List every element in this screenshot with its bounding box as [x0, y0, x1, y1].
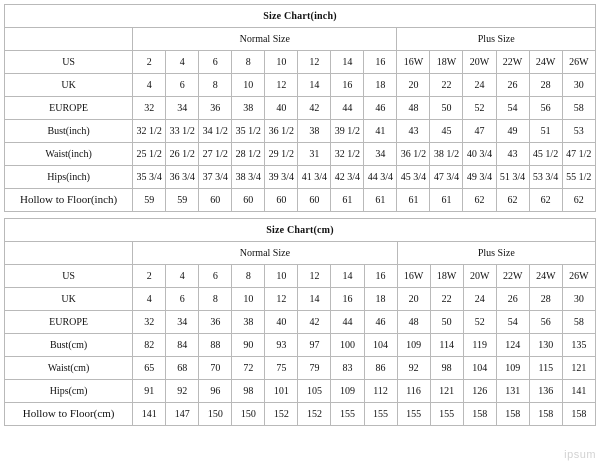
cell: 51 [529, 120, 562, 143]
cell: 55 1/2 [562, 166, 595, 189]
cell: 47 [463, 120, 496, 143]
cell: 4 [166, 265, 199, 288]
cell: 155 [430, 403, 463, 426]
cell: 20 [397, 288, 430, 311]
cell: 56 [529, 97, 562, 120]
cell: 34 [166, 311, 199, 334]
cell: 12 [298, 265, 331, 288]
cell: 32 1/2 [133, 120, 166, 143]
cell: 158 [496, 403, 529, 426]
cell: 58 [562, 97, 595, 120]
cell: 36 3/4 [166, 166, 199, 189]
cell: 158 [463, 403, 496, 426]
cell: 116 [397, 380, 430, 403]
cell: 109 [496, 357, 529, 380]
cell: 10 [265, 51, 298, 74]
cell: 44 [331, 97, 364, 120]
table-row [5, 265, 596, 288]
cell: 130 [529, 334, 562, 357]
cell: 27 1/2 [199, 143, 232, 166]
group-header-normal-size: Normal Size [133, 242, 397, 265]
cell: 100 [331, 334, 364, 357]
cell: 33 1/2 [166, 120, 199, 143]
cell: 105 [298, 380, 331, 403]
page-title-cm: Size Chart(cm) [5, 219, 596, 242]
cell: 4 [133, 74, 166, 97]
row-label-uk: UK [5, 74, 133, 97]
cell: 25 1/2 [133, 143, 166, 166]
cell: 35 3/4 [133, 166, 166, 189]
table-row [5, 74, 596, 97]
cell: 31 [298, 143, 331, 166]
cell: 12 [298, 51, 331, 74]
cell: 109 [331, 380, 364, 403]
cell: 155 [364, 403, 397, 426]
cell: 98 [232, 380, 265, 403]
cell: 72 [232, 357, 265, 380]
cell: 16W [397, 265, 430, 288]
cell: 61 [331, 189, 364, 212]
cell: 6 [199, 51, 232, 74]
cell: 26W [562, 51, 595, 74]
cell: 150 [199, 403, 232, 426]
cell: 2 [133, 265, 166, 288]
cell: 30 [562, 288, 595, 311]
cell: 60 [199, 189, 232, 212]
cell: 54 [496, 97, 529, 120]
size-chart-cm-table [4, 218, 596, 426]
cell: 135 [562, 334, 595, 357]
size-chart-inch-block [4, 4, 596, 212]
row-label-hips: Hips(inch) [5, 166, 133, 189]
cell: 8 [199, 288, 232, 311]
cell: 59 [133, 189, 166, 212]
row-label-us: US [5, 51, 133, 74]
cell: 152 [298, 403, 331, 426]
cell: 30 [562, 74, 595, 97]
table-row [5, 189, 596, 212]
table-row [5, 166, 596, 189]
cell: 104 [364, 334, 397, 357]
cell: 24 [463, 288, 496, 311]
table-row [5, 357, 596, 380]
cell: 22W [496, 265, 529, 288]
cell: 109 [397, 334, 430, 357]
cell: 14 [298, 74, 331, 97]
cell: 61 [397, 189, 430, 212]
cell: 61 [430, 189, 463, 212]
cell: 45 [430, 120, 463, 143]
cell: 114 [430, 334, 463, 357]
cell: 37 3/4 [199, 166, 232, 189]
table-title-row [5, 5, 596, 28]
cell: 40 3/4 [463, 143, 496, 166]
cell: 40 [265, 97, 298, 120]
cell: 45 3/4 [397, 166, 430, 189]
table-row [5, 120, 596, 143]
cell: 6 [199, 265, 232, 288]
cell: 119 [463, 334, 496, 357]
cell: 59 [166, 189, 199, 212]
table-title-row [5, 219, 596, 242]
cell: 16 [364, 265, 397, 288]
cell: 26 1/2 [166, 143, 199, 166]
row-label-uk: UK [5, 288, 133, 311]
cell: 34 [364, 143, 397, 166]
cell: 20W [463, 51, 496, 74]
size-chart-cm-block [4, 218, 596, 426]
cell: 44 3/4 [364, 166, 397, 189]
cell: 29 1/2 [265, 143, 298, 166]
cell: 150 [232, 403, 265, 426]
cell: 50 [430, 97, 463, 120]
group-header-plus-size: Plus Size [397, 242, 595, 265]
cell: 38 1/2 [430, 143, 463, 166]
cell: 47 3/4 [430, 166, 463, 189]
cell: 58 [562, 311, 595, 334]
cell: 42 3/4 [331, 166, 364, 189]
cell: 8 [232, 265, 265, 288]
cell: 49 3/4 [463, 166, 496, 189]
cell: 10 [232, 288, 265, 311]
cell: 88 [199, 334, 232, 357]
cell: 49 [496, 120, 529, 143]
cell: 141 [562, 380, 595, 403]
cell: 60 [265, 189, 298, 212]
cell: 98 [430, 357, 463, 380]
page-title: Size Chart(inch) [5, 5, 596, 28]
cell: 10 [265, 265, 298, 288]
cell: 62 [529, 189, 562, 212]
cell: 79 [298, 357, 331, 380]
cell: 18W [430, 265, 463, 288]
cell: 36 1/2 [397, 143, 430, 166]
cell: 12 [265, 288, 298, 311]
cell: 36 [199, 97, 232, 120]
cell: 62 [562, 189, 595, 212]
row-label-bust: Bust(cm) [5, 334, 133, 357]
table-row [5, 334, 596, 357]
cell: 158 [562, 403, 595, 426]
table-row [5, 403, 596, 426]
cell: 10 [232, 74, 265, 97]
cell: 46 [364, 97, 397, 120]
cell: 42 [298, 311, 331, 334]
cell: 22W [496, 51, 529, 74]
cell: 93 [265, 334, 298, 357]
cell: 83 [331, 357, 364, 380]
cell: 42 [298, 97, 331, 120]
cell: 20W [463, 265, 496, 288]
cell: 65 [133, 357, 166, 380]
cell: 52 [463, 97, 496, 120]
cell: 24W [529, 51, 562, 74]
cell: 124 [496, 334, 529, 357]
cell: 36 1/2 [265, 120, 298, 143]
cell: 86 [364, 357, 397, 380]
cell: 34 [166, 97, 199, 120]
group-header-blank [5, 242, 133, 265]
cell: 36 [199, 311, 232, 334]
cell: 28 [529, 74, 562, 97]
cell: 8 [232, 51, 265, 74]
cell: 61 [364, 189, 397, 212]
table-group-row [5, 28, 596, 51]
cell: 56 [529, 311, 562, 334]
table-row [5, 288, 596, 311]
cell: 18 [364, 288, 397, 311]
cell: 41 3/4 [298, 166, 331, 189]
cell: 26W [562, 265, 595, 288]
watermark-text: ipsum [564, 449, 596, 461]
cell: 32 1/2 [331, 143, 364, 166]
cell: 4 [133, 288, 166, 311]
cell: 75 [265, 357, 298, 380]
cell: 52 [463, 311, 496, 334]
cell: 2 [133, 51, 166, 74]
cell: 82 [133, 334, 166, 357]
cell: 28 [529, 288, 562, 311]
cell: 84 [166, 334, 199, 357]
cell: 38 [232, 311, 265, 334]
cell: 16 [331, 74, 364, 97]
cell: 53 [562, 120, 595, 143]
cell: 40 [265, 311, 298, 334]
cell: 68 [166, 357, 199, 380]
cell: 97 [298, 334, 331, 357]
cell: 152 [265, 403, 298, 426]
cell: 14 [331, 51, 364, 74]
cell: 47 1/2 [562, 143, 595, 166]
cell: 70 [199, 357, 232, 380]
cell: 121 [562, 357, 595, 380]
cell: 44 [331, 311, 364, 334]
cell: 46 [364, 311, 397, 334]
cell: 62 [463, 189, 496, 212]
cell: 90 [232, 334, 265, 357]
cell: 121 [430, 380, 463, 403]
row-label-hips: Hips(cm) [5, 380, 133, 403]
cell: 115 [529, 357, 562, 380]
cell: 155 [397, 403, 430, 426]
cell: 22 [430, 74, 463, 97]
cell: 136 [529, 380, 562, 403]
cell: 38 [232, 97, 265, 120]
cell: 24W [529, 265, 562, 288]
cell: 91 [133, 380, 166, 403]
cell: 60 [232, 189, 265, 212]
cell: 92 [166, 380, 199, 403]
cell: 53 3/4 [529, 166, 562, 189]
cell: 147 [166, 403, 199, 426]
cell: 28 1/2 [232, 143, 265, 166]
cell: 4 [166, 51, 199, 74]
cell: 8 [199, 74, 232, 97]
cell: 32 [133, 97, 166, 120]
cell: 22 [430, 288, 463, 311]
cell: 24 [463, 74, 496, 97]
cell: 60 [298, 189, 331, 212]
cell: 14 [298, 288, 331, 311]
cell: 18 [364, 74, 397, 97]
row-label-hollow-to-floor: Hollow to Floor(inch) [5, 189, 133, 212]
cell: 96 [199, 380, 232, 403]
cell: 43 [397, 120, 430, 143]
cell: 26 [496, 74, 529, 97]
group-header-plus-size: Plus Size [397, 28, 596, 51]
cell: 6 [166, 288, 199, 311]
cell: 141 [133, 403, 166, 426]
cell: 16 [364, 51, 397, 74]
cell: 20 [397, 74, 430, 97]
row-label-europe: EUROPE [5, 311, 133, 334]
cell: 39 3/4 [265, 166, 298, 189]
cell: 35 1/2 [232, 120, 265, 143]
cell: 48 [397, 97, 430, 120]
cell: 112 [364, 380, 397, 403]
cell: 14 [331, 265, 364, 288]
cell: 39 1/2 [331, 120, 364, 143]
table-row [5, 97, 596, 120]
cell: 6 [166, 74, 199, 97]
table-row [5, 143, 596, 166]
size-chart-inch-table [4, 4, 596, 212]
cell: 104 [463, 357, 496, 380]
table-row [5, 51, 596, 74]
table-row [5, 311, 596, 334]
cell: 45 1/2 [529, 143, 562, 166]
row-label-hollow-to-floor: Hollow to Floor(cm) [5, 403, 133, 426]
row-label-bust: Bust(inch) [5, 120, 133, 143]
cell: 41 [364, 120, 397, 143]
cell: 16W [397, 51, 430, 74]
cell: 54 [496, 311, 529, 334]
group-header-blank [5, 28, 133, 51]
cell: 158 [529, 403, 562, 426]
cell: 48 [397, 311, 430, 334]
cell: 32 [133, 311, 166, 334]
table-row [5, 380, 596, 403]
cell: 43 [496, 143, 529, 166]
cell: 92 [397, 357, 430, 380]
cell: 131 [496, 380, 529, 403]
cell: 38 [298, 120, 331, 143]
cell: 26 [496, 288, 529, 311]
row-label-europe: EUROPE [5, 97, 133, 120]
cell: 34 1/2 [199, 120, 232, 143]
cell: 62 [496, 189, 529, 212]
row-label-waist: Waist(inch) [5, 143, 133, 166]
row-label-waist: Waist(cm) [5, 357, 133, 380]
cell: 38 3/4 [232, 166, 265, 189]
cell: 12 [265, 74, 298, 97]
cell: 18W [430, 51, 463, 74]
cell: 126 [463, 380, 496, 403]
cell: 16 [331, 288, 364, 311]
row-label-us: US [5, 265, 133, 288]
group-header-normal-size: Normal Size [133, 28, 397, 51]
cell: 101 [265, 380, 298, 403]
table-group-row [5, 242, 596, 265]
cell: 50 [430, 311, 463, 334]
cell: 51 3/4 [496, 166, 529, 189]
cell: 155 [331, 403, 364, 426]
